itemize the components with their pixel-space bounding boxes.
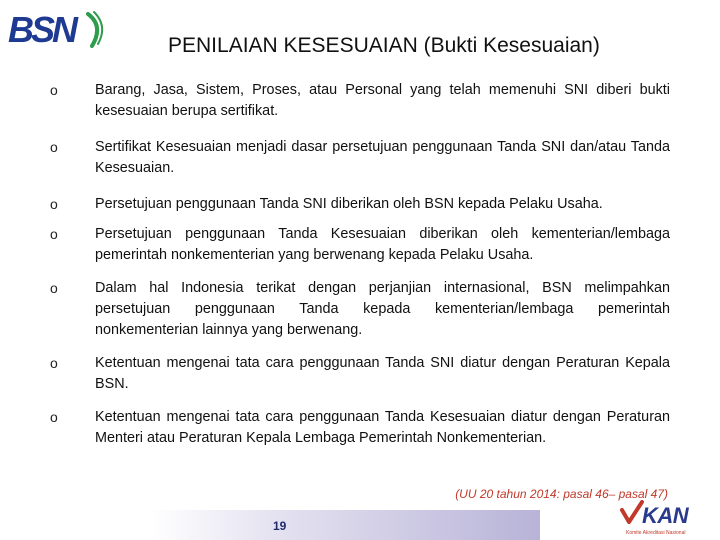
bullet-list bbox=[50, 80, 670, 449]
list-item-text: Persetujuan penggunaan Tanda Kesesuaian diberikan oleh kementerian/lembaga pemerintah nonkementerian yang berwenang kepada Pelaku Usaha. bbox=[95, 226, 670, 263]
bullet-marker: o bbox=[50, 355, 58, 371]
list-item-text: Ketentuan mengenai tata cara penggunaan Tanda SNI diatur dengan Peraturan Kepala BSN. bbox=[95, 355, 670, 392]
list-item-text: Sertifikat Kesesuaian menjadi dasar persetujuan penggunaan Tanda SNI dan/atau Tanda Kesesuaian. bbox=[95, 139, 670, 176]
list-item bbox=[50, 224, 670, 266]
page-number: 19 bbox=[273, 519, 287, 533]
list-item bbox=[50, 278, 670, 341]
bullet-marker: o bbox=[50, 226, 58, 242]
page-title: PENILAIAN KESESUAIAN (Bukti Kesesuaian) bbox=[168, 34, 600, 57]
kan-logo-text: KAN bbox=[642, 503, 689, 528]
bsn-logo-text: BSN bbox=[8, 9, 76, 50]
bullet-marker: o bbox=[50, 280, 58, 296]
bullet-marker: o bbox=[50, 82, 58, 98]
bullet-marker: o bbox=[50, 409, 58, 425]
bullet-marker: o bbox=[50, 196, 58, 212]
footer-bar bbox=[150, 510, 540, 540]
list-item-text: Dalam hal Indonesia terikat dengan perjanjian internasional, BSN melimpahkan persetujuan penggunaan Tanda kepada kementerian/lembaga pemerintah nonkementerian lainnya yang berwenang. bbox=[95, 280, 670, 338]
bsn-swoosh-icon bbox=[88, 14, 97, 46]
list-item-text: Barang, Jasa, Sistem, Proses, atau Personal yang telah memenuhi SNI diberi bukti kesesuaian berupa sertifikat. bbox=[95, 82, 670, 119]
kan-logo-subtitle: Komite Akreditasi Nasional bbox=[626, 530, 686, 536]
list-item bbox=[50, 407, 670, 449]
list-item bbox=[50, 80, 670, 122]
list-item-text: Persetujuan penggunaan Tanda SNI diberikan oleh BSN kepada Pelaku Usaha. bbox=[95, 196, 603, 212]
bullet-marker: o bbox=[50, 139, 58, 155]
bsn-logo bbox=[8, 8, 106, 50]
list-item-text: Ketentuan mengenai tata cara penggunaan Tanda Kesesuaian diatur dengan Peraturan Menteri atau Peraturan Kepala Lembaga Pemerintah Nonkementerian. bbox=[95, 409, 670, 446]
list-item bbox=[50, 194, 670, 215]
list-item bbox=[50, 137, 670, 179]
list-item bbox=[50, 353, 670, 395]
kan-checkmark-icon bbox=[622, 502, 642, 522]
legal-citation: (UU 20 tahun 2014: pasal 46– pasal 47) bbox=[455, 487, 668, 501]
